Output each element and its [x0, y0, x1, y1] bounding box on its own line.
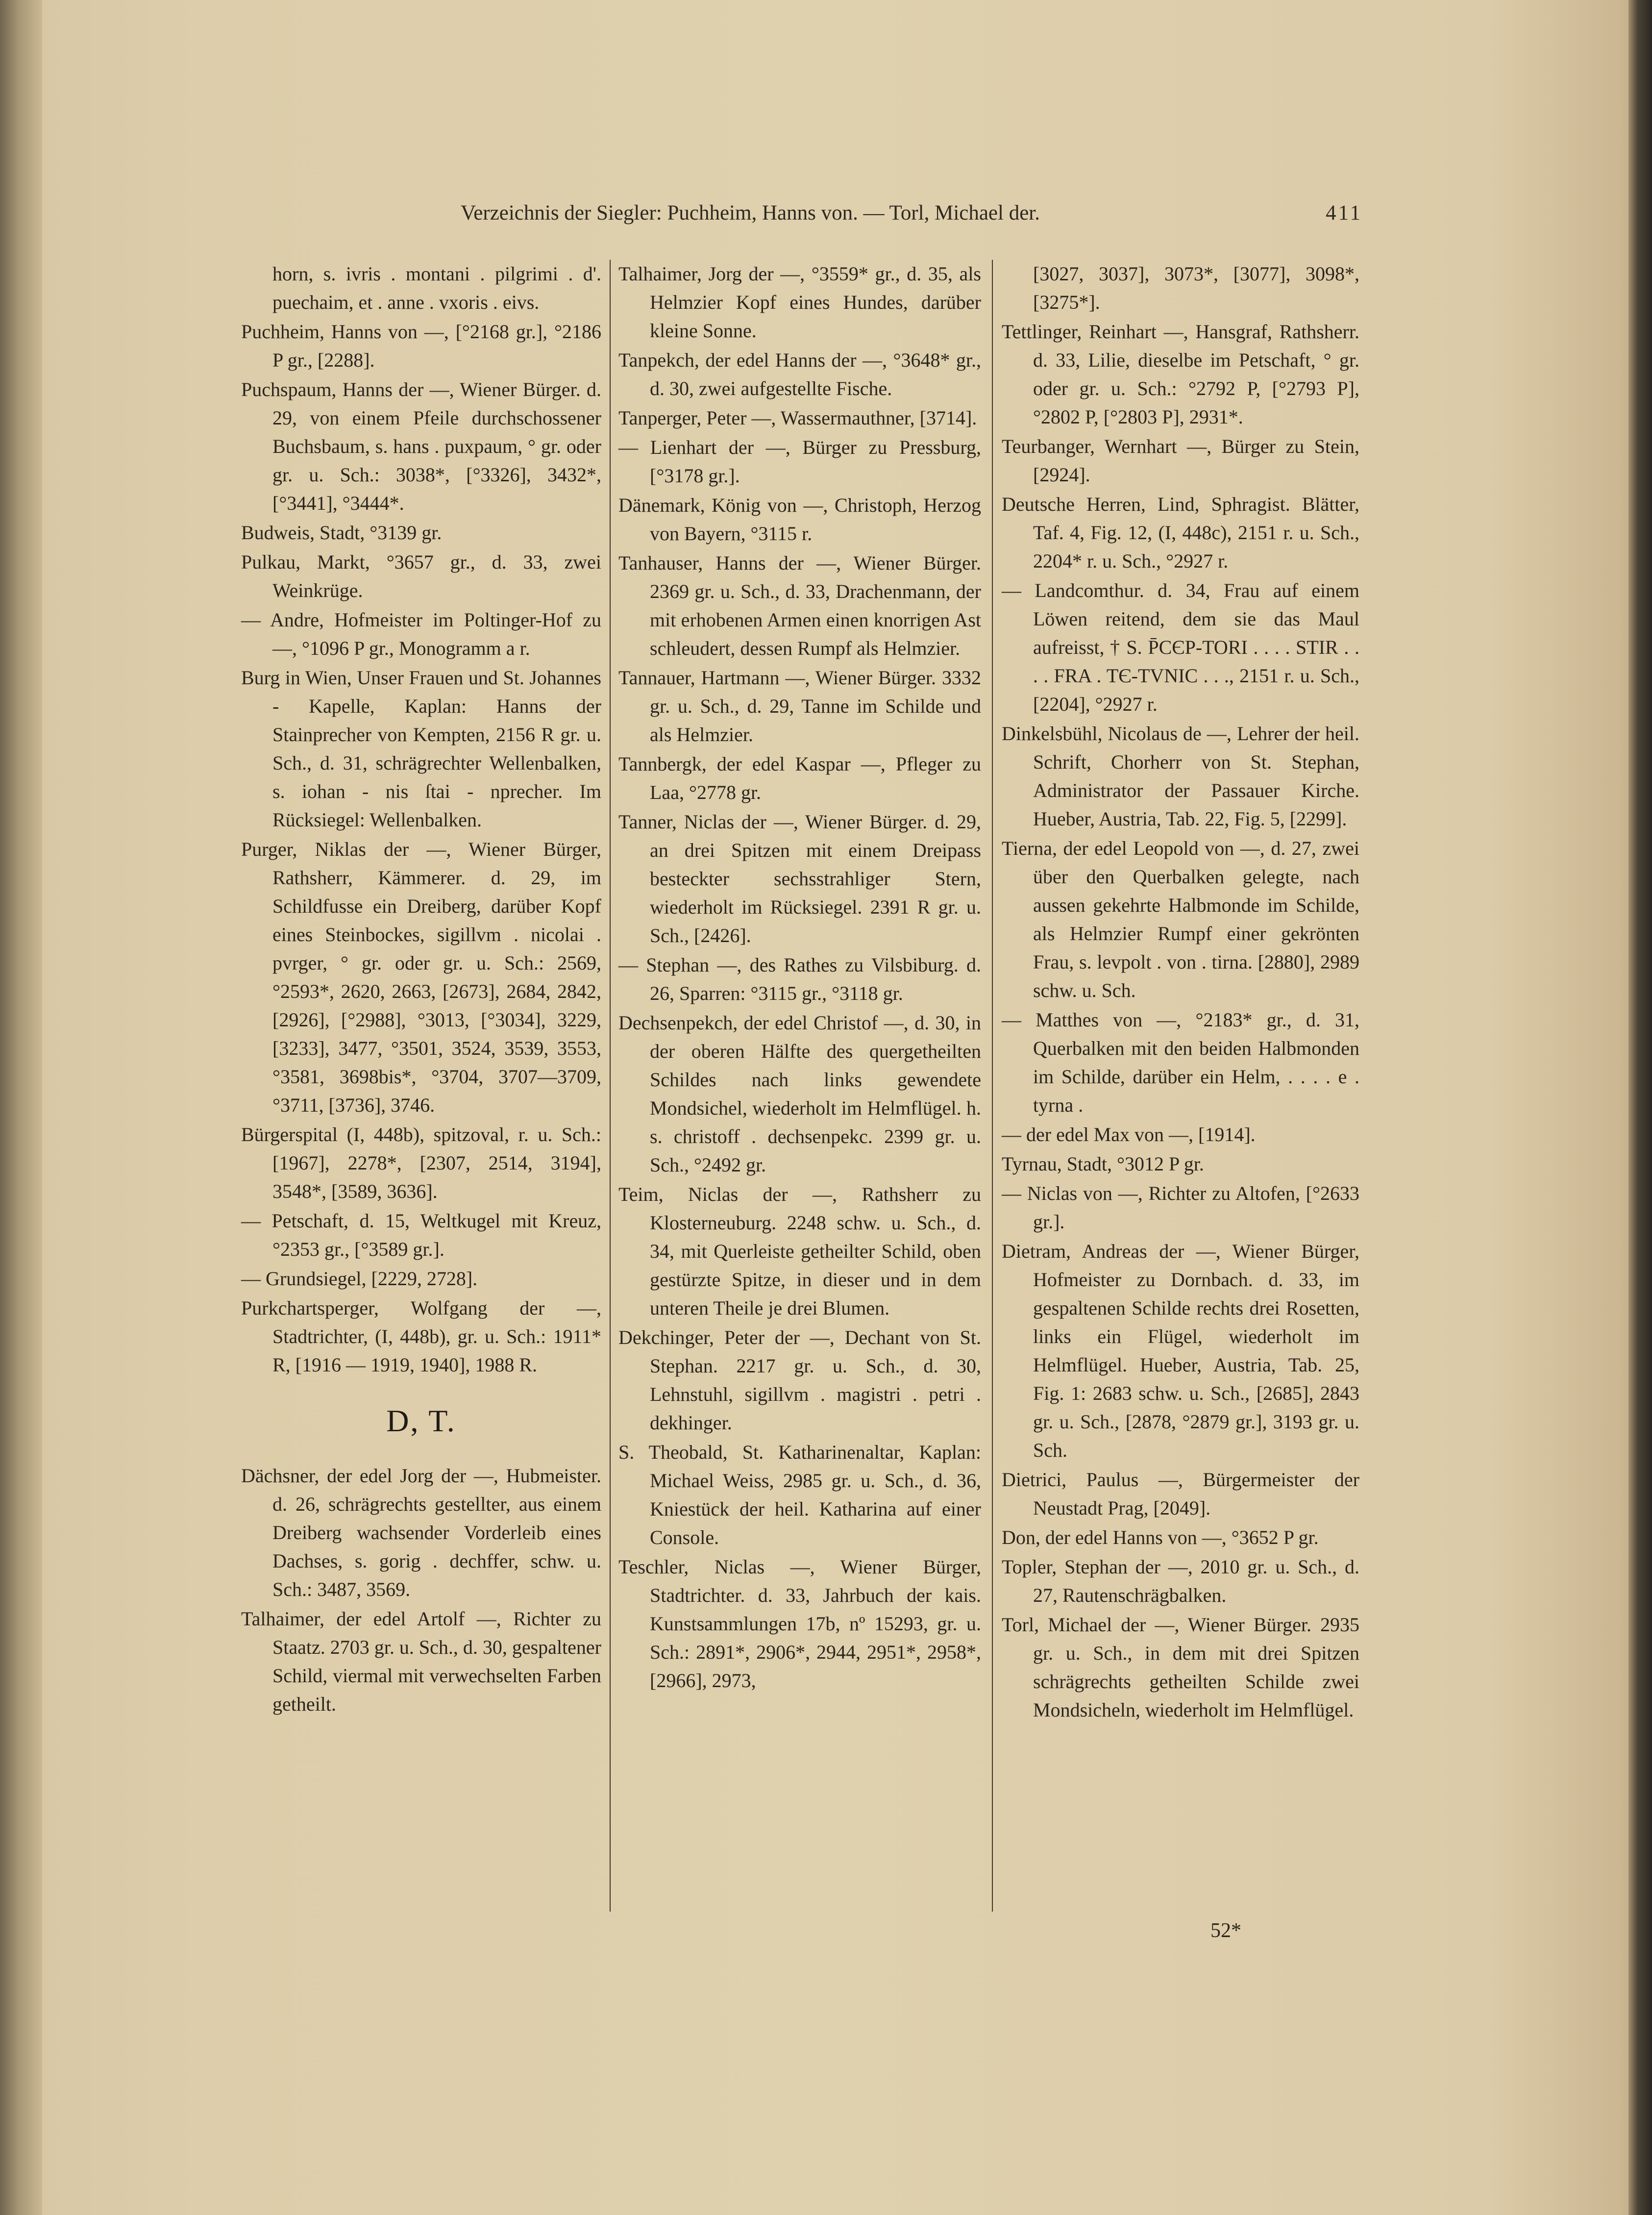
entry-tyrnau-niclas: — Niclas von —, Richter zu Altofen, [°2633 gr.].	[1002, 1182, 1359, 1233]
entry-dechsenpekch: Dechsenpekch, der edel Christof —, d. 30, in der oberen Hälfte des quergetheilten Schildes nach links gewendete Mondsichel, wiederholt im Helmflügel. h. s. christoff . dechsenpekc. 2399 gr. u. Sch., °2492 gr.	[618, 1012, 981, 1176]
signature-mark: 52*	[1210, 1919, 1241, 1942]
entry-dinkelsbuehl: Dinkelsbühl, Nicolaus de —, Lehrer der heil. Schrift, Chorherr von St. Stephan, Administrator der Passauer Kirche. Hueber, Austria, Tab. 22, Fig. 5, [2299].	[1002, 722, 1359, 830]
entry-petschaft: — Petschaft, d. 15, Weltkugel mit Kreuz, °2353 gr., [°3589 gr.].	[241, 1210, 601, 1260]
entry-tanperger-lienhart: — Lienhart der —, Bürger zu Pressburg, [°3178 gr.].	[618, 436, 981, 487]
column-right	[1002, 260, 1359, 1725]
section-heading: D, T.	[386, 1403, 456, 1438]
entry-teurbanger: Teurbanger, Wernhart —, Bürger zu Stein, [2924].	[1002, 435, 1359, 486]
entry-torl: Torl, Michael der —, Wiener Bürger. 2935 gr. u. Sch., in dem mit drei Spitzen schrägrechts getheilten Schilde zwei Mondsicheln, wiederholt im Helmflügel.	[1002, 1614, 1359, 1721]
entry-teschler: Teschler, Niclas —, Wiener Bürger, Stadtrichter. d. 33, Jahrbuch der kais. Kunstsammlungen 17b, nº 15293, gr. u. Sch.: 2891*, 2906*, 2944, 2951*, 2958*, [2966], 2973,	[618, 1556, 981, 1692]
book-binding	[1628, 0, 1652, 2215]
page-edge-shadow	[0, 0, 42, 2215]
entry-grundsiegel: — Grundsiegel, [2229, 2728].	[241, 1268, 478, 1290]
entry-tyrnau: Tyrnau, Stadt, °3012 P gr.	[1002, 1153, 1204, 1175]
entry-tanner-stephan: — Stephan —, des Rathes zu Vilsbiburg. d. 26, Sparren: °3115 gr., °3118 gr.	[618, 954, 981, 1004]
page-header	[235, 201, 1362, 235]
entry-puchspaum: Puchspaum, Hanns der —, Wiener Bürger. d. 29, von einem Pfeile durchschossener Buchsbaum, s. hans . puxpaum, ° gr. oder gr. u. Sch.: 3038*, [°3326], 3432*, [°3441], °3444*.	[241, 378, 601, 514]
column-left	[241, 260, 601, 1719]
entry-theobald: S. Theobald, St. Katharinenaltar, Kaplan: Michael Weiss, 2985 gr. u. Sch., d. 36, Kniestück der heil. Katharina auf einer Console.	[618, 1441, 981, 1548]
entry-tanhauser: Tanhauser, Hanns der —, Wiener Bürger. 2369 gr. u. Sch., d. 33, Drachenmann, der mit erhobenen Armen einen knorrigen Ast schleudert, dessen Rumpf als Helmzier.	[618, 552, 981, 659]
entry-talhaimer-artolf: Talhaimer, der edel Artolf —, Richter zu Staatz. 2703 gr. u. Sch., d. 30, gespaltener Schild, viermal mit verwechselten Farben getheilt.	[241, 1608, 601, 1715]
entry-landcomthur: — Landcomthur. d. 34, Frau auf einem Löwen reitend, dem sie das Maul aufreisst, † S. P̄CЄP-TORI . . . . STIR . . . . FRA . TЄ-TVNIC . . ., 2151 r. u. Sch., [2204], °2927 r.	[1002, 579, 1359, 715]
entry-continuation: [3027, 3037], 3073*, [3077], 3098*, [3275*].	[1033, 263, 1359, 313]
entry-tanpekch: Tanpekch, der edel Hanns der —, °3648* gr., d. 30, zwei aufgestellte Fische.	[618, 349, 981, 399]
entry-tettlinger: Tettlinger, Reinhart —, Hansgraf, Rathsherr. d. 33, Lilie, dieselbe im Petschaft, ° gr. oder gr. u. Sch.: °2792 P, [°2793 P], °2802 P, [°2803 P], 2931*.	[1002, 321, 1359, 428]
entry-teim: Teim, Niclas der —, Rathsherr zu Klosterneuburg. 2248 schw. u. Sch., d. 34, mit Querleiste getheilter Schild, oben gestürzte Spitze, in dieser und in dem unteren Theile je drei Blumen.	[618, 1183, 981, 1319]
entry-topler: Topler, Stephan der —, 2010 gr. u. Sch., d. 27, Rautenschrägbalken.	[1002, 1556, 1359, 1606]
entry-tannauer: Tannauer, Hartmann —, Wiener Bürger. 3332 gr. u. Sch., d. 29, Tanne im Schilde und als Helmzier.	[618, 667, 981, 746]
entry-tierna: Tierna, der edel Leopold von —, d. 27, zwei über den Querbalken gelegte, nach aussen gekehrte Halbmonde im Schilde, als Helmzier Rumpf einer gekrönten Frau, s. levpolt . von . tirna. [2880], 2989 schw. u. Sch.	[1002, 837, 1359, 1001]
entry-tanner: Tanner, Niclas der —, Wiener Bürger. d. 29, an drei Spitzen mit einem Dreipass besteckter sechsstrahliger Stern, wiederholt im Rücksiegel. 2391 R gr. u. Sch., [2426].	[618, 811, 981, 946]
running-title: Verzeichnis der Siegler: Puchheim, Hanns von. — Torl, Michael der.	[461, 201, 1040, 224]
entry-tierna-matthes: — Matthes von —, °2183* gr., d. 31, Querbalken mit den beiden Halbmonden im Schilde, darüber ein Helm, . . . . e . tyrna .	[1002, 1009, 1359, 1116]
entry-burg: Burg in Wien, Unser Frauen und St. Johannes - Kapelle, Kaplan: Hanns der Stainprecher von Kempten, 2156 R gr. u. Sch., d. 31, schrägrechter Wellenbalken, s. iohan - nis ſtai - nprecher. Im Rücksiegel: Wellenbalken.	[241, 667, 601, 831]
page-number: 411	[1326, 201, 1362, 224]
entry-deutsche-herren: Deutsche Herren, Lind, Sphragist. Blätter, Taf. 4, Fig. 12, (I, 448c), 2151 r. u. Sch., 2204* r. u. Sch., °2927 r.	[1002, 493, 1359, 572]
entry-dekchinger: Dekchinger, Peter der —, Dechant von St. Stephan. 2217 gr. u. Sch., d. 30, Lehnstuhl, sigillvm . magistri . petri . dekhinger.	[618, 1326, 981, 1434]
entry-budweis: Budweis, Stadt, °3139 gr.	[241, 522, 442, 544]
entry-purger: Purger, Niklas der —, Wiener Bürger, Rathsherr, Kämmerer. d. 29, im Schildfusse ein Dreiberg, darüber Kopf eines Steinbockes, sigillvm . nicolai . pvrger, ° gr. oder gr. u. Sch.: 2569, °2593*, 2620, 2663, [2673], 2684, 2842, [2926], [°2988], °3013, [°3034], 3229, [3233], 3477, °3501, 3524, 3539, 3553, °3581, 3698bis*, °3704, 3707—3709, °3711, [3736], 3746.	[241, 838, 601, 1116]
entry-daenemark: Dänemark, König von —, Christoph, Herzog von Bayern, °3115 r.	[618, 494, 981, 545]
entry-tierna-max: — der edel Max von —, [1914].	[1002, 1123, 1256, 1145]
entry-don: Don, der edel Hanns von —, °3652 P gr.	[1002, 1526, 1319, 1548]
entry-buergerspital: Bürgerspital (I, 448b), spitzoval, r. u. Sch.: [1967], 2278*, [2307, 2514, 3194], 3548*, [3589, 3636].	[241, 1123, 601, 1202]
entry-talhaimer-jorg: Talhaimer, Jorg der —, °3559* gr., d. 35, als Helmzier Kopf eines Hundes, darüber kleine Sonne.	[618, 263, 981, 342]
entry-pulkau-andre: — Andre, Hofmeister im Poltinger-Hof zu —, °1096 P gr., Monogramm a r.	[241, 609, 601, 659]
column-middle	[618, 260, 981, 1696]
entry-daechsner: Dächsner, der edel Jorg der —, Hubmeister. d. 26, schrägrechts gestellter, aus einem Dreiberg wachsender Vorderleib eines Dachses, s. gorig . dechffer, schw. u. Sch.: 3487, 3569.	[241, 1465, 601, 1600]
entry-tanperger: Tanperger, Peter —, Wassermauthner, [3714].	[618, 407, 977, 429]
entry-dietram: Dietram, Andreas der —, Wiener Bürger, Hofmeister zu Dornbach. d. 33, im gespaltenen Schilde rechts drei Rosetten, links ein Flügel, wiederholt im Helmflügel. Hueber, Austria, Tab. 25, Fig. 1: 2683 schw. u. Sch., [2685], 2843 gr. u. Sch., [2878, °2879 gr.], 3193 gr. u. Sch.	[1002, 1240, 1359, 1461]
entry-tannbergk: Tannbergk, der edel Kaspar —, Pfleger zu Laa, °2778 gr.	[618, 753, 981, 803]
column-rule	[992, 260, 993, 1912]
column-rule	[610, 260, 611, 1912]
entry-continuation: horn, s. ivris . montani . pilgrimi . d'. puechaim, et . anne . vxoris . eivs.	[272, 263, 601, 313]
entry-purkchartsperger: Purkchartsperger, Wolfgang der —, Stadtrichter, (I, 448b), gr. u. Sch.: 1911* R, [1916 — 1919, 1940], 1988 R.	[241, 1297, 601, 1376]
entry-dietrici: Dietrici, Paulus —, Bürgermeister der Neustadt Prag, [2049].	[1002, 1468, 1359, 1519]
entry-puchheim: Puchheim, Hanns von —, [°2168 gr.], °2186 P gr., [2288].	[241, 321, 601, 371]
entry-pulkau: Pulkau, Markt, °3657 gr., d. 33, zwei Weinkrüge.	[241, 551, 601, 601]
